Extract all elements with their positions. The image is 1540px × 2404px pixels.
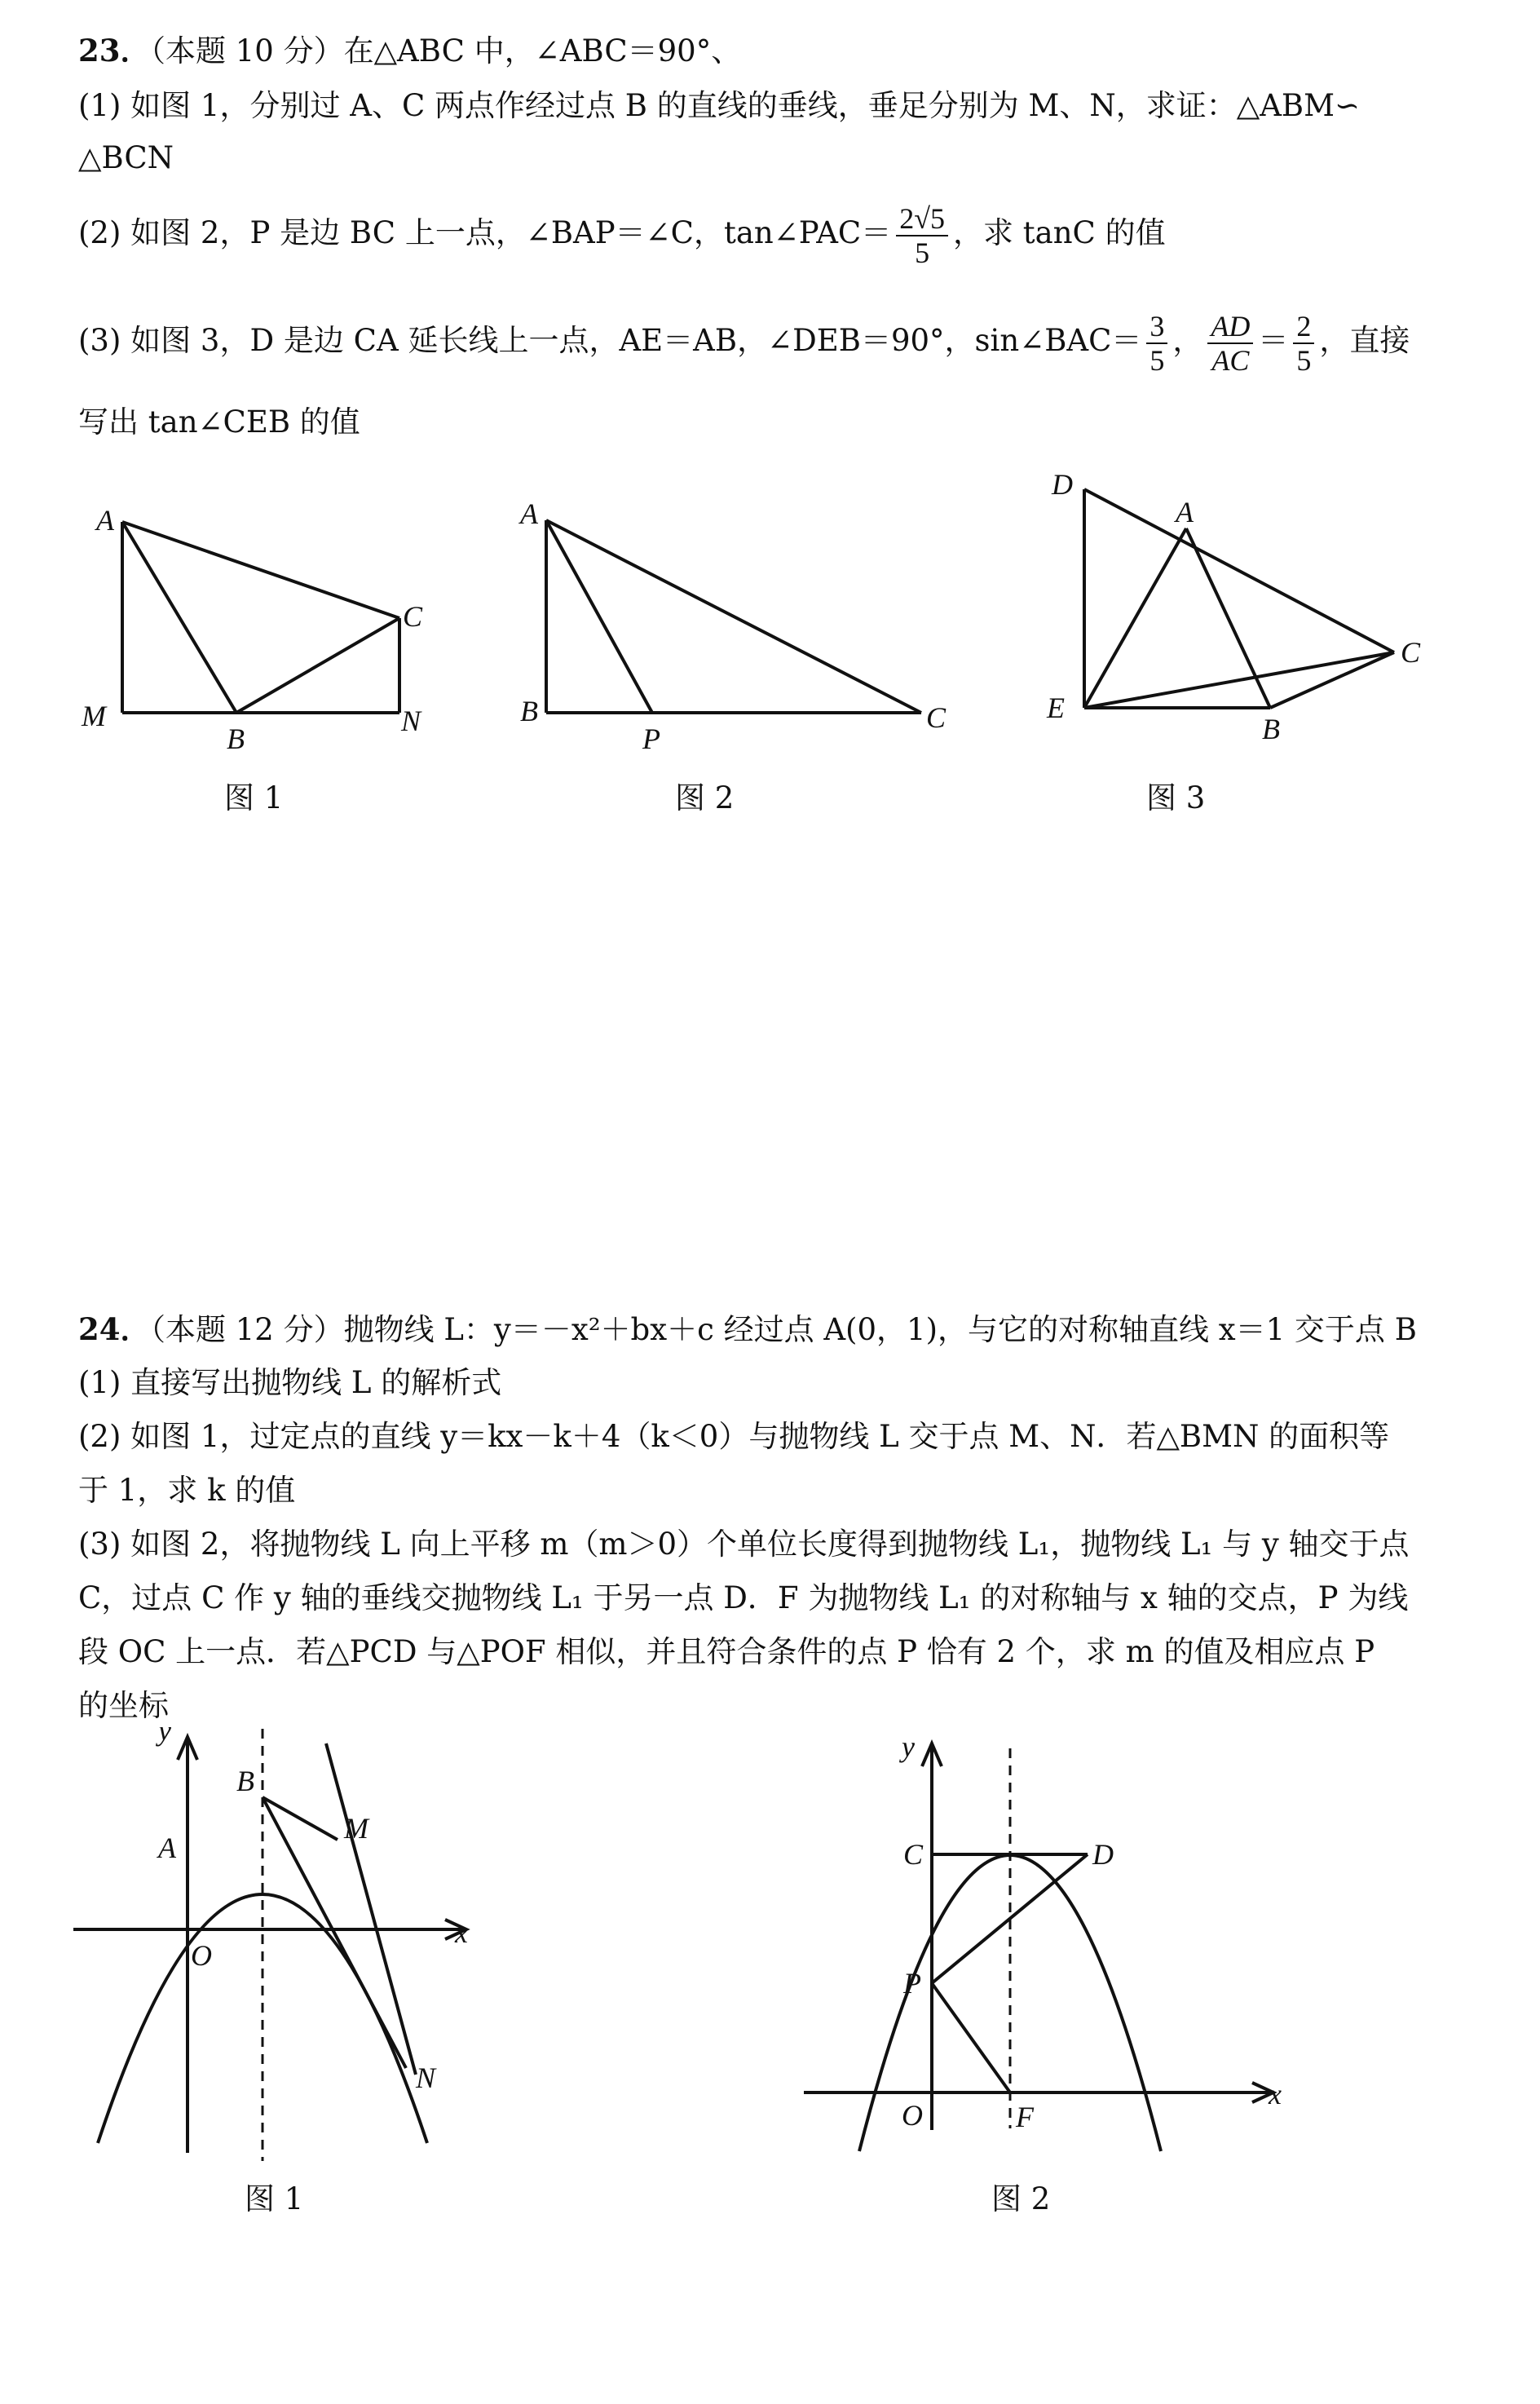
point-label-A: A — [1176, 496, 1194, 528]
q24-part3-line2: C，过点 C 作 y 轴的垂线交抛物线 L₁ 于另一点 D．F 为抛物线 L₁ 的对称轴与 x 轴的交点，P 为线 — [78, 1580, 1409, 1615]
point-label-B: B — [227, 723, 245, 755]
q23-part2-text-end: ，求 tanC 的值 — [953, 215, 1166, 250]
q24-header: （本题 12 分）抛物线 L：y＝－x²＋bx＋c 经过点 A(0，1)，与它的对称轴直线 x＝1 交于点 B — [150, 1312, 1417, 1347]
q24-part3-line3: 段 OC 上一点．若△PCD 与△POF 相似，并且符合条件的点 P 恰有 2 个，求 m 的值及相应点 P — [78, 1634, 1375, 1669]
axis-label-x: x — [455, 1916, 468, 1949]
point-label-C: C — [403, 600, 423, 633]
line-y-kx — [326, 1743, 416, 2075]
q24-figure1-caption: 图 1 — [245, 2181, 304, 2216]
point-label-C: C — [926, 701, 947, 734]
q23-part3 — [78, 303, 1410, 378]
point-label-A: A — [520, 497, 538, 530]
q24-part3-line4: 的坐标 — [78, 1688, 169, 1723]
fraction-denominator: 5 — [915, 236, 930, 269]
point-label-N: N — [401, 705, 421, 737]
fraction-numerator: 3 — [1146, 310, 1167, 344]
point-label-M: M — [82, 700, 106, 732]
q23-part3-comma: ， — [1172, 323, 1203, 358]
q23-part3-fraction-ratio — [1207, 310, 1253, 377]
segment-BC — [1270, 652, 1394, 708]
segment-PF — [932, 1983, 1010, 2092]
q23-part2-text: (2) 如图 2，P 是边 BC 上一点，∠BAP＝∠C，tan∠PAC＝ — [78, 215, 892, 250]
q23-figure3-caption: 图 3 — [1146, 780, 1206, 815]
fraction-denominator: 5 — [1296, 343, 1312, 377]
point-label-B: B — [520, 695, 538, 727]
segment-EC — [1084, 652, 1394, 708]
q23-part3-text: (3) 如图 3，D 是边 CA 延长线上一点，AE＝AB，∠DEB＝90°，sin∠BAC＝ — [78, 323, 1142, 358]
q23-part2 — [78, 196, 1166, 271]
point-label-F: F — [1016, 2101, 1034, 2133]
fraction-numerator: AD — [1207, 310, 1253, 344]
q24-number: 24． — [78, 1311, 151, 1347]
point-label-P: P — [903, 1967, 921, 2000]
point-label-D: D — [1092, 1838, 1114, 1871]
q24-figure2 — [799, 1737, 1321, 2161]
q24-part1: (1) 直接写出抛物线 L 的解析式 — [78, 1365, 502, 1400]
segment-AC — [546, 520, 921, 713]
q24-part3-line1: (3) 如图 2，将抛物线 L 向上平移 m（m＞0）个单位长度得到抛物线 L₁，抛物线 L₁ 与 y 轴交于点 — [78, 1527, 1410, 1562]
q23-part3-text-end: ，直接 — [1319, 323, 1410, 358]
origin-label-O: O — [191, 1939, 212, 1972]
point-label-B: B — [1262, 713, 1280, 745]
q23-part1-line1: (1) 如图 1，分别过 A、C 两点作经过点 B 的直线的垂线，垂足分别为 M、N，求证：△ABM∽ — [78, 88, 1361, 123]
q24-part2-line1: (2) 如图 1，过定点的直线 y＝kx－k＋4（k＜0）与抛物线 L 交于点 M、N．若△BMN 的面积等 — [78, 1419, 1390, 1454]
segment-AC — [122, 522, 399, 618]
q23-number: 23． — [78, 33, 151, 68]
point-label-B: B — [236, 1765, 254, 1797]
point-label-D: D — [1052, 468, 1073, 501]
point-label-A: A — [158, 1832, 176, 1864]
segment-BC — [236, 618, 399, 713]
axis-label-y: y — [158, 1727, 171, 1747]
point-label-E: E — [1047, 692, 1065, 724]
point-label-N: N — [416, 2062, 436, 2094]
point-label-A: A — [96, 504, 114, 537]
point-label-M: M — [344, 1812, 368, 1845]
q23-figure2 — [505, 489, 978, 758]
q24-header-line — [78, 1308, 1417, 1351]
axis-label-x: x — [1269, 2078, 1282, 2110]
q23-part2-fraction — [896, 202, 948, 269]
q23-part3-equals: ＝ — [1258, 323, 1289, 358]
fraction-denominator: 5 — [1149, 343, 1165, 377]
q24-figure2-caption: 图 2 — [991, 2181, 1051, 2216]
q23-part3-fraction-sin — [1146, 310, 1167, 377]
q23-part3-line2: 写出 tan∠CEB 的值 — [78, 404, 360, 440]
q23-header: （本题 10 分）在△ABC 中，∠ABC＝90°、 — [150, 33, 742, 68]
q23-part1-line2: △BCN — [78, 140, 174, 175]
point-label-C: C — [903, 1838, 924, 1871]
fraction-denominator: AC — [1211, 343, 1250, 377]
q24-part2-line2: 于 1，求 k 的值 — [78, 1473, 296, 1508]
segment-EA — [1084, 528, 1186, 708]
q23-part3-fraction-value — [1293, 310, 1314, 377]
q23-header-line — [78, 29, 741, 73]
point-label-P: P — [642, 723, 660, 755]
fraction-numerator: 2 — [1293, 310, 1314, 344]
q23-figure1-caption: 图 1 — [224, 780, 284, 815]
point-label-C: C — [1401, 636, 1421, 669]
q23-figure2-caption: 图 2 — [675, 780, 735, 815]
fraction-numerator: 2√5 — [896, 202, 948, 236]
segment-AB — [122, 522, 236, 713]
q24-figure1 — [65, 1727, 522, 2168]
origin-label-O: O — [902, 2099, 923, 2132]
q23-figure1 — [65, 489, 489, 758]
q23-figure3 — [1035, 457, 1459, 750]
axis-label-y: y — [902, 1737, 915, 1763]
